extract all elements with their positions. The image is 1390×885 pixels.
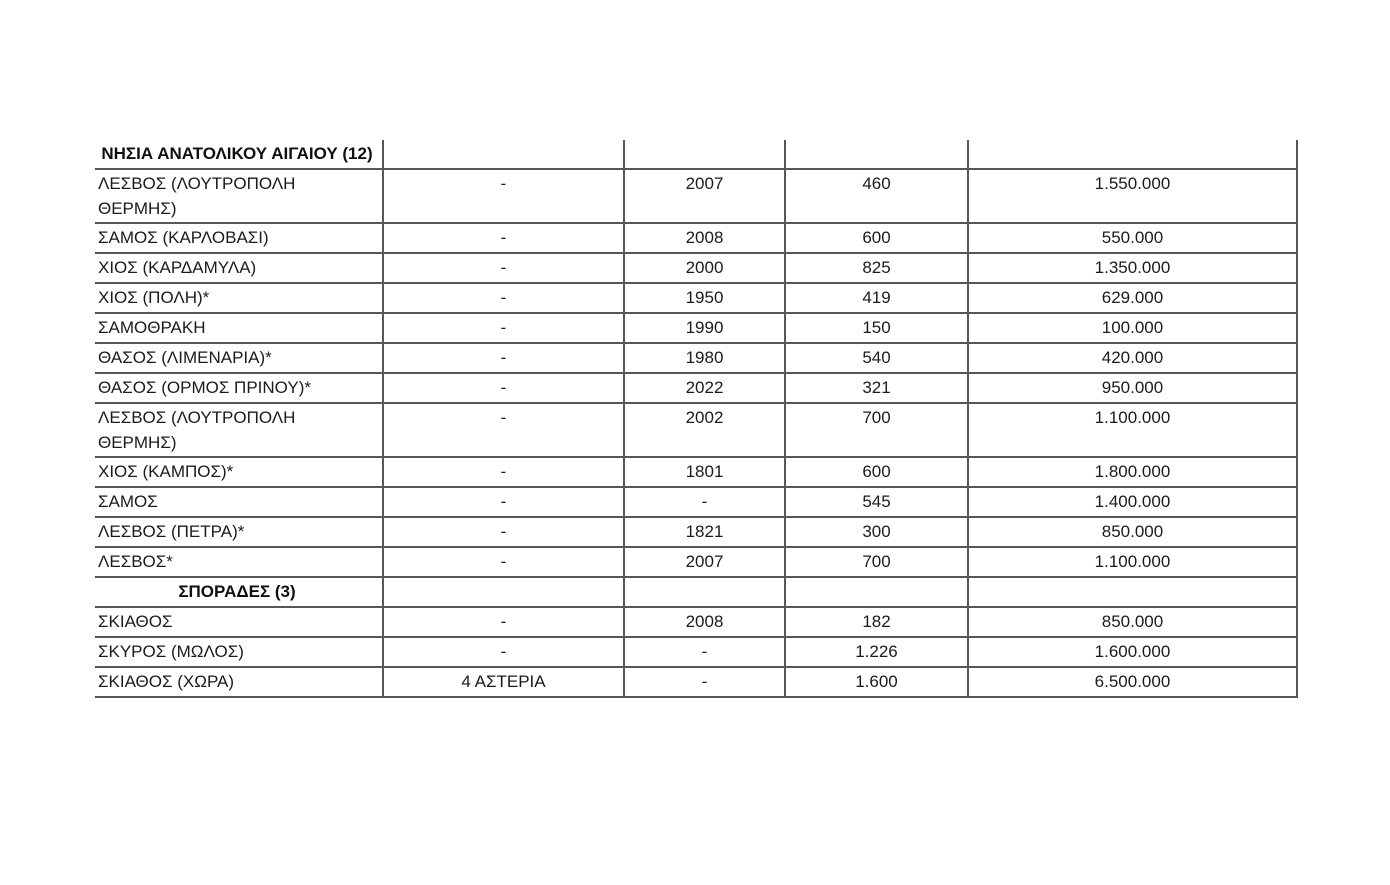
year-cell: - (624, 637, 785, 667)
place-name-cell: ΣΑΜΟΣ (ΚΑΡΛΟΒΑΣΙ) (95, 223, 383, 253)
capacity-cell: 600 (785, 223, 968, 253)
category-cell: - (383, 313, 624, 343)
year-cell: 2002 (624, 403, 785, 457)
amount-cell: 1.400.000 (968, 487, 1297, 517)
place-name-cell: ΛΕΣΒΟΣ (ΛΟΥΤΡΟΠΟΛΗ ΘΕΡΜΗΣ) (95, 169, 383, 223)
capacity-cell: 545 (785, 487, 968, 517)
place-name-cell: ΛΕΣΒΟΣ (ΛΟΥΤΡΟΠΟΛΗ ΘΕΡΜΗΣ) (95, 403, 383, 457)
empty-cell (968, 140, 1297, 169)
empty-cell (383, 577, 624, 607)
amount-cell: 550.000 (968, 223, 1297, 253)
capacity-cell: 419 (785, 283, 968, 313)
category-cell: - (383, 607, 624, 637)
place-name-cell: ΣΑΜΟΣ (95, 487, 383, 517)
table-row (95, 253, 1297, 283)
year-cell: 2007 (624, 547, 785, 577)
section-title-cell: ΣΠΟΡΑΔΕΣ (3) (95, 577, 383, 607)
place-name-cell: ΣΚΥΡΟΣ (ΜΩΛΟΣ) (95, 637, 383, 667)
table-row (95, 517, 1297, 547)
place-name-cell: ΣΚΙΑΘΟΣ (95, 607, 383, 637)
category-cell: - (383, 373, 624, 403)
empty-cell (785, 577, 968, 607)
capacity-cell: 182 (785, 607, 968, 637)
category-cell: - (383, 637, 624, 667)
empty-cell (383, 140, 624, 169)
amount-cell: 629.000 (968, 283, 1297, 313)
capacity-cell: 700 (785, 403, 968, 457)
empty-cell (968, 577, 1297, 607)
year-cell: 2008 (624, 223, 785, 253)
place-name-cell: ΧΙΟΣ (ΠΟΛΗ)* (95, 283, 383, 313)
document-page (95, 140, 1297, 698)
amount-cell: 1.800.000 (968, 457, 1297, 487)
capacity-cell: 150 (785, 313, 968, 343)
year-cell: 1801 (624, 457, 785, 487)
year-cell: 2007 (624, 169, 785, 223)
amount-cell: 6.500.000 (968, 667, 1297, 697)
amount-cell: 950.000 (968, 373, 1297, 403)
table-row (95, 457, 1297, 487)
table-row (95, 487, 1297, 517)
table-row (95, 637, 1297, 667)
amount-cell: 850.000 (968, 607, 1297, 637)
year-cell: - (624, 667, 785, 697)
amount-cell: 420.000 (968, 343, 1297, 373)
place-name-cell: ΘΑΣΟΣ (ΛΙΜΕΝΑΡΙΑ)* (95, 343, 383, 373)
year-cell: 2008 (624, 607, 785, 637)
category-cell: - (383, 223, 624, 253)
capacity-cell: 700 (785, 547, 968, 577)
place-name-cell: ΣΚΙΑΘΟΣ (ΧΩΡΑ) (95, 667, 383, 697)
category-cell: - (383, 517, 624, 547)
category-cell: - (383, 403, 624, 457)
capacity-cell: 1.600 (785, 667, 968, 697)
empty-cell (624, 577, 785, 607)
capacity-cell: 300 (785, 517, 968, 547)
year-cell: 1821 (624, 517, 785, 547)
amount-cell: 100.000 (968, 313, 1297, 343)
amount-cell: 850.000 (968, 517, 1297, 547)
capacity-cell: 540 (785, 343, 968, 373)
year-cell: 1950 (624, 283, 785, 313)
place-name-cell: ΘΑΣΟΣ (ΟΡΜΟΣ ΠΡΙΝΟΥ)* (95, 373, 383, 403)
amount-cell: 1.350.000 (968, 253, 1297, 283)
table-row (95, 403, 1297, 457)
category-cell: - (383, 457, 624, 487)
place-name-cell: ΣΑΜΟΘΡΑΚΗ (95, 313, 383, 343)
place-name-cell: ΧΙΟΣ (ΚΑΜΠΟΣ)* (95, 457, 383, 487)
table-row (95, 667, 1297, 697)
section-title-cell: ΝΗΣΙΑ ΑΝΑΤΟΛΙΚΟΥ ΑΙΓΑΙΟΥ (12) (95, 140, 383, 169)
empty-cell (624, 140, 785, 169)
table-row (95, 373, 1297, 403)
table-row (95, 547, 1297, 577)
capacity-cell: 825 (785, 253, 968, 283)
empty-cell (785, 140, 968, 169)
capacity-cell: 460 (785, 169, 968, 223)
section-header-row (95, 140, 1297, 169)
capacity-cell: 1.226 (785, 637, 968, 667)
table-body (95, 140, 1297, 697)
amount-cell: 1.550.000 (968, 169, 1297, 223)
place-name-cell: ΛΕΣΒΟΣ* (95, 547, 383, 577)
place-name-cell: ΧΙΟΣ (ΚΑΡΔΑΜΥΛΑ) (95, 253, 383, 283)
year-cell: 1990 (624, 313, 785, 343)
year-cell: 2000 (624, 253, 785, 283)
amount-cell: 1.100.000 (968, 403, 1297, 457)
table-row (95, 343, 1297, 373)
table-row (95, 313, 1297, 343)
islands-data-table (95, 140, 1298, 698)
table-row (95, 607, 1297, 637)
section-header-row (95, 577, 1297, 607)
place-name-cell: ΛΕΣΒΟΣ (ΠΕΤΡΑ)* (95, 517, 383, 547)
category-cell: - (383, 283, 624, 313)
year-cell: 2022 (624, 373, 785, 403)
capacity-cell: 600 (785, 457, 968, 487)
capacity-cell: 321 (785, 373, 968, 403)
category-cell: 4 ΑΣΤΕΡΙΑ (383, 667, 624, 697)
table-row (95, 283, 1297, 313)
amount-cell: 1.600.000 (968, 637, 1297, 667)
category-cell: - (383, 253, 624, 283)
category-cell: - (383, 169, 624, 223)
table-row (95, 169, 1297, 223)
amount-cell: 1.100.000 (968, 547, 1297, 577)
category-cell: - (383, 343, 624, 373)
year-cell: - (624, 487, 785, 517)
category-cell: - (383, 487, 624, 517)
category-cell: - (383, 547, 624, 577)
year-cell: 1980 (624, 343, 785, 373)
table-row (95, 223, 1297, 253)
